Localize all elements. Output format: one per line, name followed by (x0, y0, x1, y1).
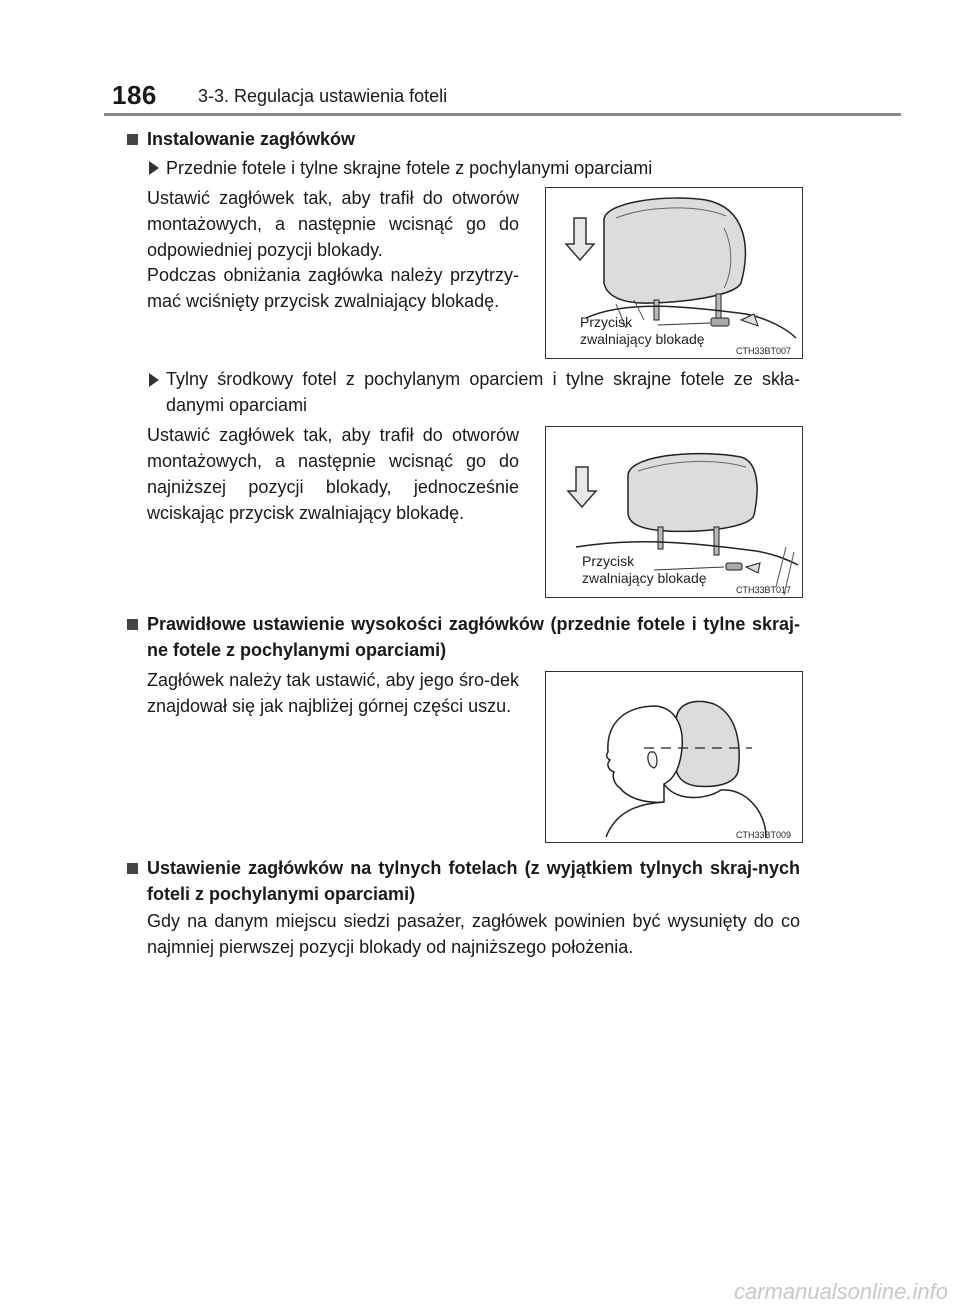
down-arrow-icon (568, 467, 596, 507)
figure-code: CTH33BT009 (736, 830, 792, 840)
subitem-label-rear: Tylny środkowy fotel z pochylanym oparciem i tylne skrajne fotele ze skła-danymi oparciami (166, 369, 800, 415)
triangle-bullet-icon (149, 161, 159, 175)
figure-head-position (545, 671, 803, 843)
section-heading-height: Prawidłowe ustawienie wysokości zagłówków (przednie fotele i tylne skraj-ne fotele z pochylanymi oparciami) (147, 614, 800, 660)
triangle-bullet-icon (149, 373, 159, 387)
subitem-label-front: Przednie fotele i tylne skrajne fotele z pochylanymi oparciami (166, 158, 653, 178)
figure-headrest-rear (545, 426, 803, 598)
figure-label-line2: zwalniający blokadę (580, 331, 705, 347)
section-bullet-icon (127, 619, 138, 630)
section-heading-rear-seats: Ustawienie zagłówków na tylnych fotelach (z wyjątkiem tylnych skraj-nych foteli z pochylanymi oparciami) (147, 858, 800, 904)
paragraph-rear-seats: Gdy na danym miejscu siedzi pasażer, zagłówek powinien być wysunięty do co najmniej pierwszej pozycji blokady od najniższego położenia. (147, 911, 800, 957)
section-heading-install: Instalowanie zagłówków (147, 129, 356, 149)
figure-label-line1: Przycisk (582, 553, 635, 569)
figure-code: CTH33BT017 (736, 585, 792, 595)
footer-watermark: carmanualsonline.info (733, 1279, 948, 1304)
figure-label-line2: zwalniający blokadę (582, 570, 707, 586)
section-bullet-icon (127, 134, 138, 145)
header-divider (104, 113, 901, 116)
headrest-illustration (546, 188, 802, 358)
page-number: 186 (112, 80, 157, 110)
section-title: 3-3. Regulacja ustawienia foteli (198, 86, 448, 106)
paragraph-lowering-note: Podczas obniżania zagłówka należy przytrzy-mać wciśnięty przycisk zwalniający blokadę. (147, 265, 519, 311)
figure-headrest-front (545, 187, 803, 359)
paragraph-install-rear: Ustawić zagłówek tak, aby trafił do otworów montażowych, a następnie wcisnąć go do najniższej pozycji blokady, jednocześnie wciskając przycisk zwalniający blokadę. (147, 425, 519, 523)
headrest-rear-illustration (546, 427, 802, 597)
paragraph-install-front: Ustawić zagłówek tak, aby trafił do otworów montażowych, a następnie wcisnąć go do odpowiedniej pozycji blokady. (147, 188, 519, 260)
figure-label-line1: Przycisk (580, 314, 633, 330)
section-bullet-icon (127, 863, 138, 874)
head-position-illustration (546, 672, 802, 842)
figure-code: CTH33BT007 (736, 346, 792, 356)
down-arrow-icon (566, 218, 594, 260)
paragraph-height: Zagłówek należy tak ustawić, aby jego śro-dek znajdował się jak najbliżej górnej części uszu. (147, 670, 519, 716)
